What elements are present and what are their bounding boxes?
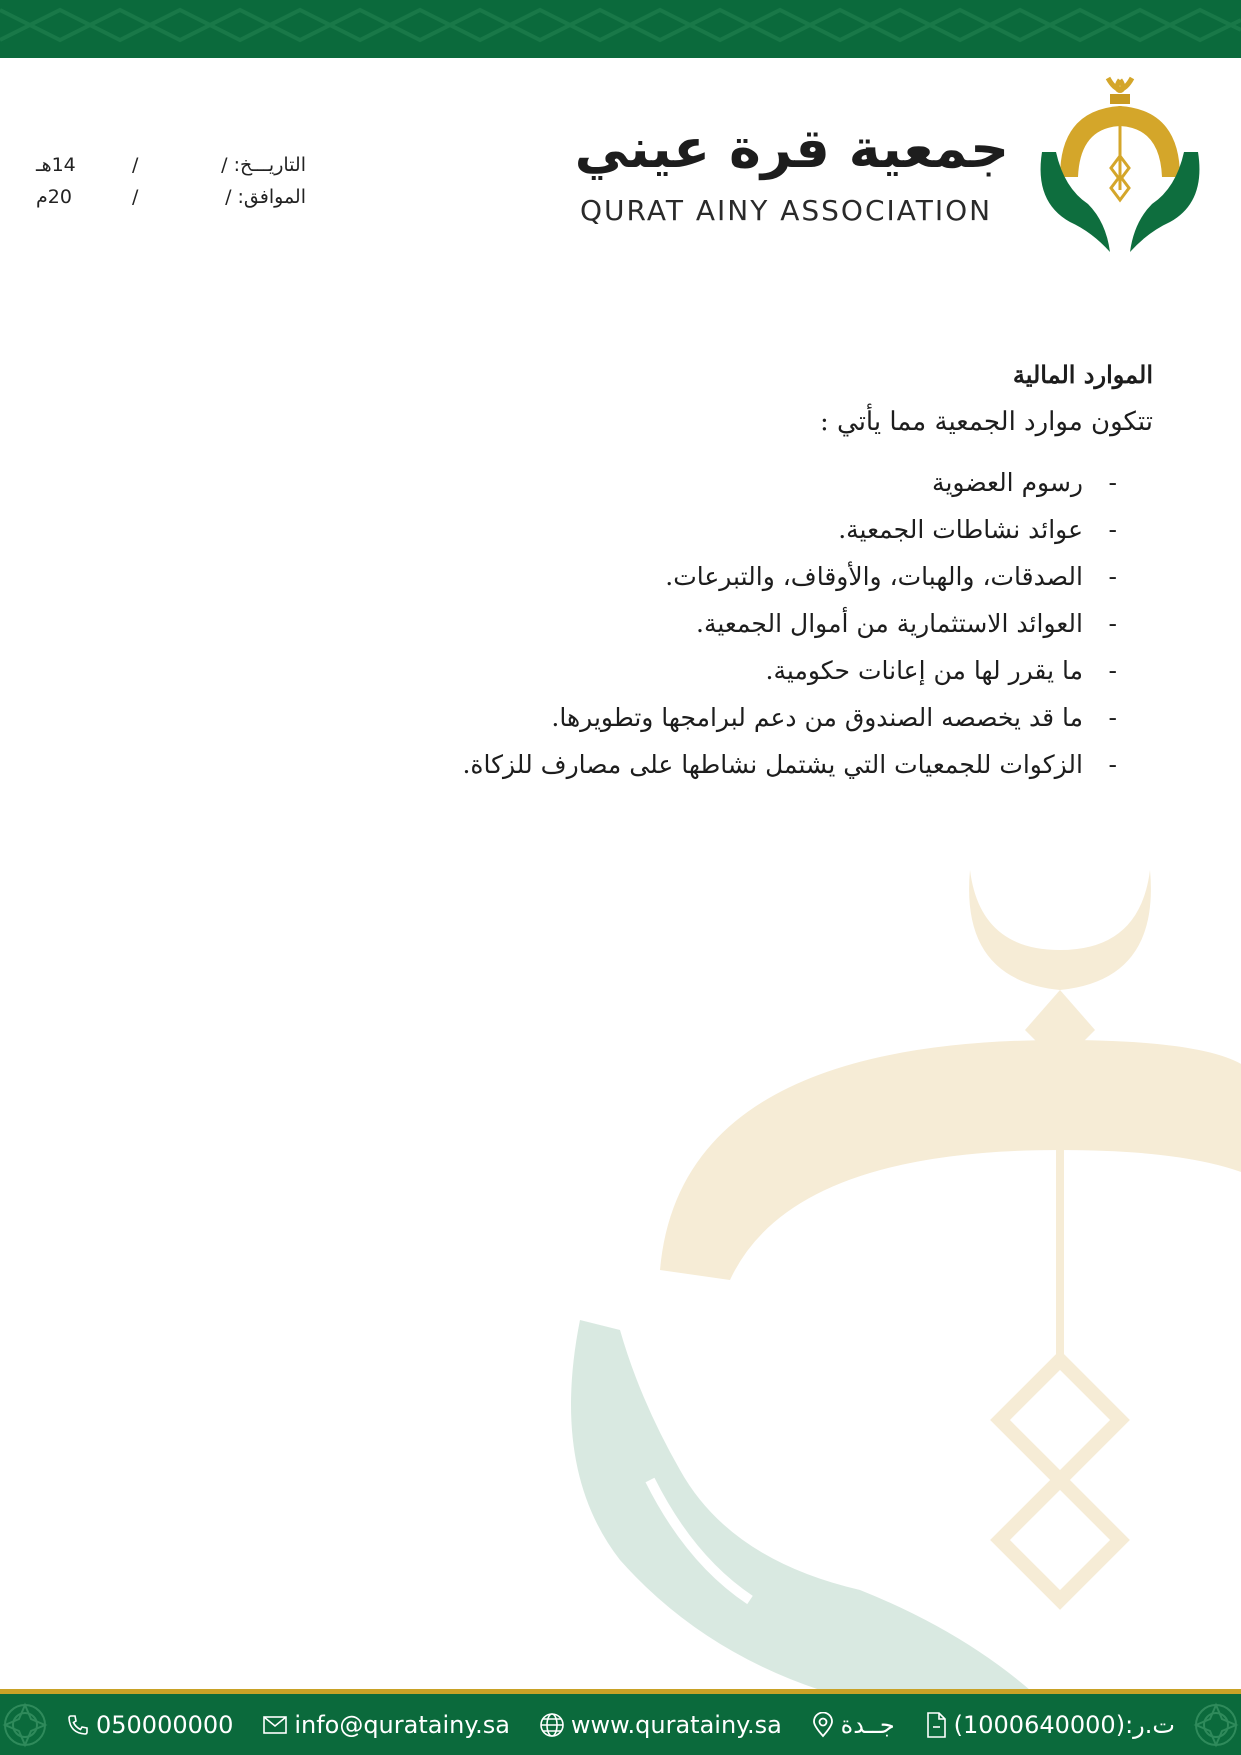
footer-contact-items — [66, 1694, 1175, 1755]
document-icon — [924, 1711, 948, 1739]
hijri-date-slash: / — [132, 154, 139, 176]
globe-icon — [539, 1712, 565, 1738]
intro-paragraph: تتكون موارد الجمعية مما يأتي : — [820, 407, 1153, 437]
footer-email[interactable] — [262, 1711, 510, 1739]
list-item — [253, 459, 1117, 506]
footer-bar — [0, 1694, 1241, 1755]
registration-number: ت.ر:(1000640000) — [953, 1710, 1175, 1739]
list-bullet: - — [1108, 515, 1117, 544]
list-item-text: الزكوات للجمعيات التي يشتمل نشاطها على مصارف للزكاة. — [462, 750, 1083, 779]
footer-registration — [924, 1711, 1175, 1739]
list-item-text: رسوم العضوية — [932, 468, 1083, 497]
document-body — [253, 360, 1153, 788]
gregorian-date-row — [36, 186, 306, 218]
rosette-ornament-icon — [1191, 1700, 1241, 1750]
brand-name-english: QURAT AINY ASSOCIATION — [580, 194, 993, 227]
hijri-date-label: التاريـــخ: / — [221, 154, 306, 176]
list-item-text: عوائد نشاطات الجمعية. — [838, 515, 1083, 544]
footer-phone[interactable] — [66, 1711, 233, 1739]
date-block — [36, 154, 306, 218]
city-name: جــدة — [840, 1710, 895, 1739]
list-bullet: - — [1108, 750, 1117, 779]
gregorian-date-label: الموافق: / — [225, 186, 306, 208]
list-item — [253, 694, 1117, 741]
list-item — [253, 600, 1117, 647]
top-pattern-band — [0, 0, 1241, 58]
list-item-text: الصدقات، والهبات، والأوقاف، والتبرعات. — [665, 562, 1083, 591]
footer-location — [811, 1711, 895, 1739]
list-bullet: - — [1108, 656, 1117, 685]
website-url: www.quratainy.sa — [570, 1710, 782, 1739]
phone-icon — [66, 1713, 90, 1737]
logo-watermark — [560, 860, 1241, 1690]
section-heading: الموارد المالية — [1012, 360, 1153, 389]
list-item-text: ما قد يخصصه الصندوق من دعم لبرامجها وتطويرها. — [551, 703, 1083, 732]
brand-name-arabic: جمعية قرة عيني — [574, 117, 1009, 180]
list-item-text: ما يقرر لها من إعانات حكومية. — [765, 656, 1083, 685]
hijri-year-suffix: 14هـ — [36, 154, 76, 176]
list-bullet: - — [1108, 468, 1117, 497]
email-address: info@quratainy.sa — [294, 1710, 510, 1739]
phone-number: 050000000 — [96, 1710, 234, 1739]
hijri-date-row — [36, 154, 306, 186]
email-icon — [262, 1714, 288, 1736]
list-item — [253, 506, 1117, 553]
list-bullet: - — [1108, 703, 1117, 732]
rosette-ornament-icon — [0, 1700, 50, 1750]
list-bullet: - — [1108, 562, 1117, 591]
association-logo — [1030, 72, 1210, 252]
footer-website[interactable] — [539, 1711, 782, 1739]
resources-list — [253, 459, 1153, 788]
list-bullet: - — [1108, 609, 1117, 638]
list-item — [253, 553, 1117, 600]
list-item — [253, 741, 1117, 788]
list-item — [253, 647, 1117, 694]
gregorian-date-slash: / — [132, 186, 139, 208]
gregorian-year-suffix: 20م — [36, 186, 72, 208]
list-item-text: العوائد الاستثمارية من أموال الجمعية. — [696, 609, 1083, 638]
location-icon — [811, 1712, 835, 1738]
